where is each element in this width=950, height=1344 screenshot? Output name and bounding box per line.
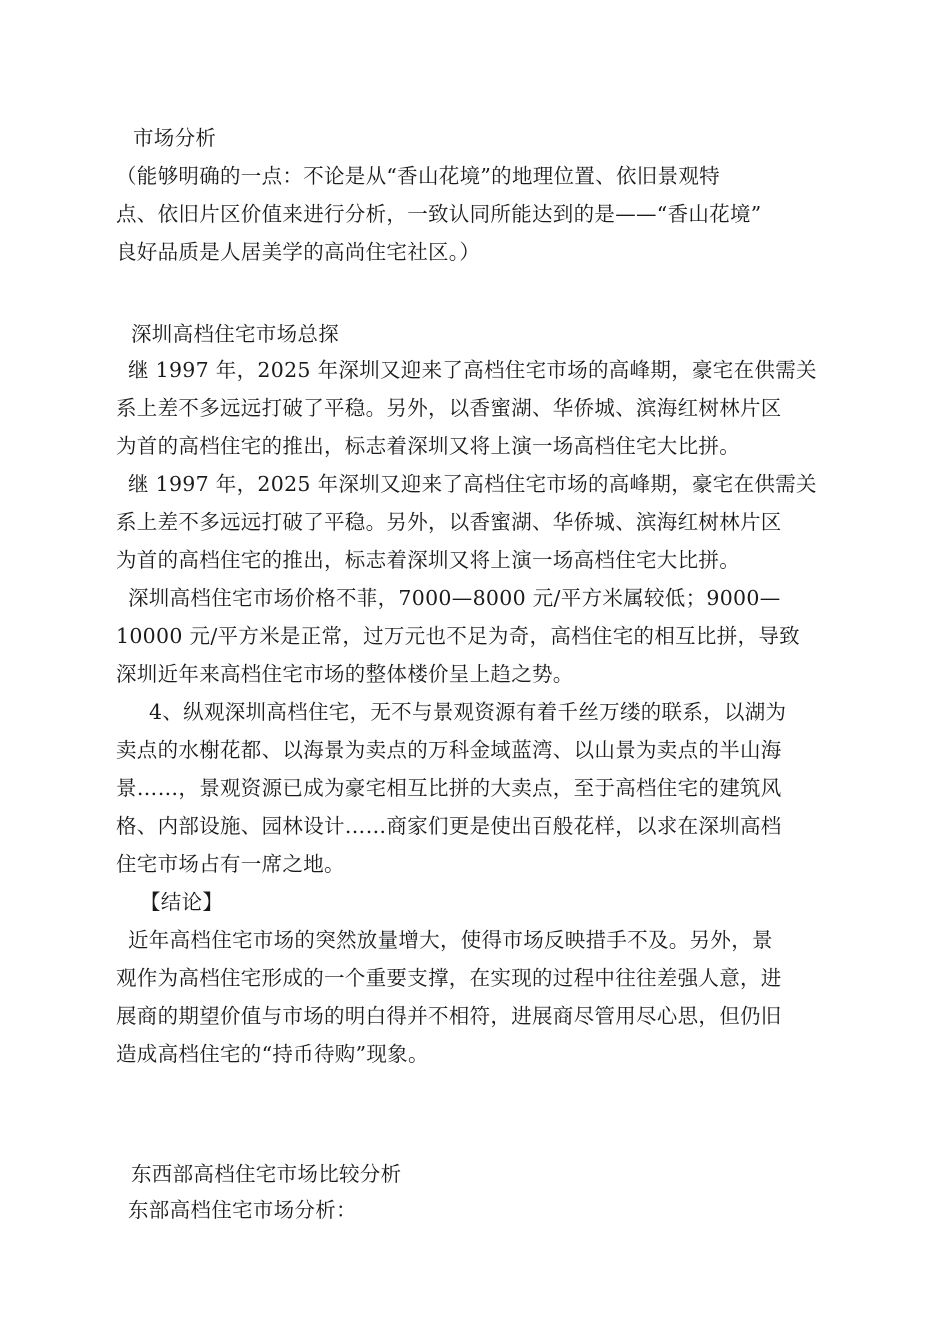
paragraph-line: 观作为高档住宅形成的一个重要支撑，在实现的过程中往往差强人意，进: [116, 966, 782, 990]
paragraph-line: 展商的期望价值与市场的明白得并不相符，进展商尽管用尽心思，但仍旧: [116, 1004, 782, 1028]
subheading-east-market: 东部高档住宅市场分析：: [128, 1198, 357, 1222]
paragraph-line: 深圳近年来高档住宅市场的整体楼价呈上趋之势。: [116, 662, 574, 686]
section-heading-shenzhen-overview: 深圳高档住宅市场总探: [131, 322, 339, 346]
paragraph-line: 10000 元/平方米是正常，过万元也不足为奇，高档住宅的相互比拼，导致: [116, 624, 800, 648]
paragraph-line: 卖点的水榭花都、以海景为卖点的万科金域蓝湾、以山景为卖点的半山海: [116, 738, 782, 762]
paragraph-line: 深圳高档住宅市场价格不菲，7000—8000 元/平方米属较低；9000—: [128, 586, 781, 610]
section-heading-east-west-comparison: 东西部高档住宅市场比较分析: [131, 1162, 402, 1186]
conclusion-heading: 【结论】: [140, 890, 224, 914]
paragraph-line: 格、内部设施、园林设计……商家们更是使出百般花样，以求在深圳高档: [116, 814, 782, 838]
section-heading-market-analysis: 市场分析: [133, 126, 217, 150]
paragraph-line: 继 1997 年，2025 年深圳又迎来了高档住宅市场的高峰期，豪宅在供需关: [128, 472, 817, 496]
paragraph-line: 为首的高档住宅的推出，标志着深圳又将上演一场高档住宅大比拼。: [116, 548, 740, 572]
paragraph-line: 4、纵观深圳高档住宅，无不与景观资源有着千丝万缕的联系，以湖为: [149, 700, 787, 724]
paragraph-line: 系上差不多远远打破了平稳。另外，以香蜜湖、华侨城、滨海红树林片区: [116, 396, 782, 420]
paragraph-line: 近年高档住宅市场的突然放量增大，使得市场反映措手不及。另外，景: [128, 928, 773, 952]
paragraph-line: 系上差不多远远打破了平稳。另外，以香蜜湖、华侨城、滨海红树林片区: [116, 510, 782, 534]
paragraph-line: 点、依旧片区价值来进行分析，一致认同所能达到的是——“香山花境”: [116, 202, 762, 226]
paragraph-line: 为首的高档住宅的推出，标志着深圳又将上演一场高档住宅大比拼。: [116, 434, 740, 458]
paragraph-line: 继 1997 年，2025 年深圳又迎来了高档住宅市场的高峰期，豪宅在供需关: [128, 358, 817, 382]
paragraph-line: 良好品质是人居美学的高尚住宅社区。）: [116, 240, 481, 264]
paragraph-line: 住宅市场占有一席之地。: [116, 852, 345, 876]
paragraph-line: （能够明确的一点：不论是从“香山花境”的地理位置、依旧景观特: [116, 164, 720, 188]
paragraph-line: 造成高档住宅的“持币待购”现象。: [116, 1042, 429, 1066]
paragraph-line: 景……，景观资源已成为豪宅相互比拼的大卖点，至于高档住宅的建筑风: [116, 776, 782, 800]
